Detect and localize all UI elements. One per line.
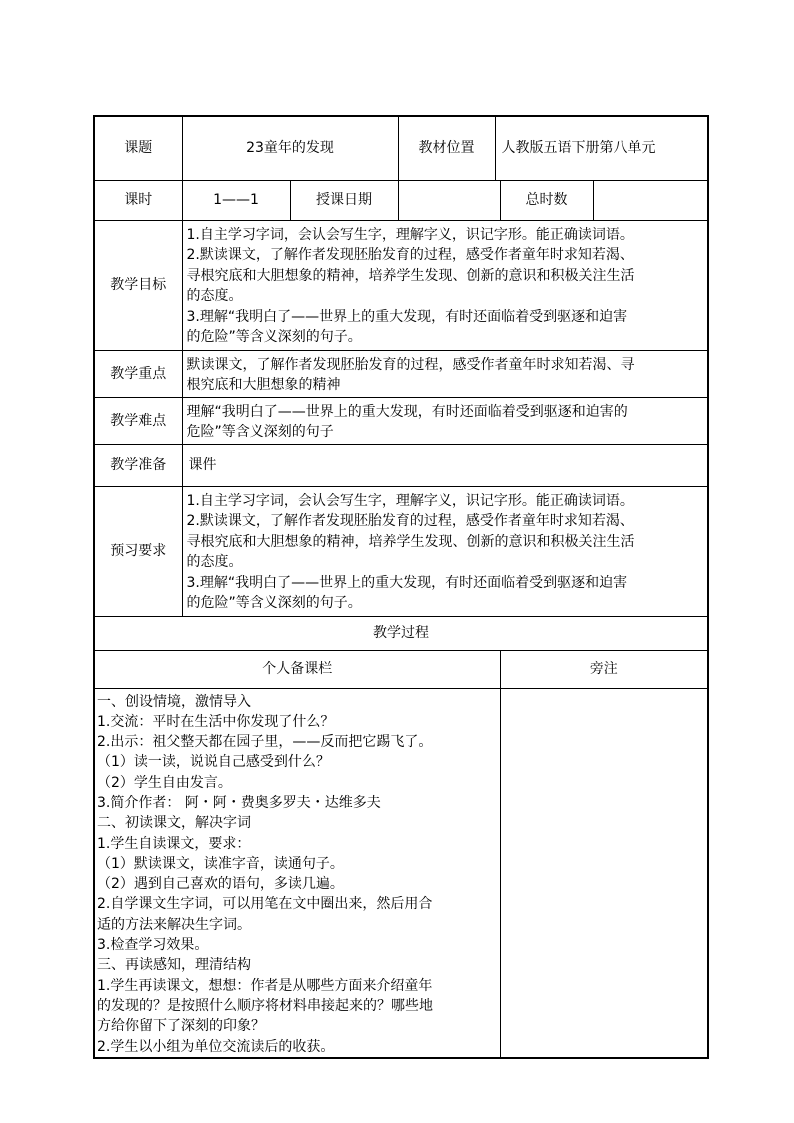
date-label: 授课日期 — [290, 180, 398, 220]
total-hours-label: 总时数 — [500, 180, 593, 220]
preview-line: 的态度。 — [186, 554, 243, 570]
process-line: 一、创设情境，激情导入 — [97, 693, 251, 710]
key-points-line: 默读课文，了解作者发现胚胎发育的过程，感受作者童年时求知若渴、寻 — [186, 356, 635, 373]
process-body-row — [94, 688, 708, 1058]
process-line: 2.学生以小组为单位交流读后的收获。 — [97, 1038, 335, 1055]
subject-label: 课题 — [94, 116, 182, 180]
date-value — [398, 180, 500, 220]
total-hours-value — [593, 180, 708, 220]
subject-value: 23童年的发现 — [182, 116, 398, 180]
goals-text — [182, 220, 708, 350]
process-line: 1.学生再读课文，想想：作者是从哪些方面来介绍童年 — [97, 977, 433, 994]
key-points-row — [94, 350, 708, 397]
difficulties-label: 教学难点 — [94, 397, 182, 444]
process-line: 3.简介作者： 阿・阿・费奥多罗夫・达维多夫 — [97, 794, 381, 811]
key-points-line: 根究底和大胆想象的精神 — [186, 376, 341, 393]
preparation-row — [94, 444, 708, 486]
header-row — [94, 116, 708, 180]
side-notes-content — [500, 688, 708, 1058]
process-line: 1.学生自读课文，要求： — [97, 835, 251, 852]
preview-line: 2.默读课文，了解作者发现胚胎发育的过程，感受作者童年时求知若渴、 — [186, 513, 634, 529]
personal-prep-header: 个人备课栏 — [94, 650, 500, 688]
preview-row — [94, 486, 708, 616]
preview-label: 预习要求 — [94, 486, 182, 616]
preparation-label: 教学准备 — [94, 444, 182, 486]
preview-line: 1.自主学习字词，会认会写生字，理解字义，识记字形。能正确读词语。 — [186, 492, 634, 509]
goals-line: 的态度。 — [186, 288, 243, 304]
goals-line: 2.默读课文，了解作者发现胚胎发育的过程，感受作者童年时求知若渴、 — [186, 247, 634, 263]
process-line: 适的方法来解决生字词。 — [97, 916, 251, 933]
process-line: （2）学生自由发言。 — [97, 774, 232, 791]
personal-prep-content — [94, 688, 500, 1058]
difficulties-row — [94, 397, 708, 444]
difficulties-line: 理解“我明白了——世界上的重大发现，有时还面临着受到驱逐和迫害的 — [186, 403, 628, 420]
period-value: 1——1 — [182, 180, 290, 220]
side-notes-header: 旁注 — [500, 650, 708, 688]
period-label: 课时 — [94, 180, 182, 220]
preview-line: 的危险”等含义深刻的句子。 — [186, 595, 362, 611]
process-line: 2.出示：祖父整天都在园子里，——反而把它踢飞了。 — [97, 734, 433, 751]
process-line: 3.检查学习效果。 — [97, 937, 209, 954]
lesson-plan-table — [93, 115, 709, 1059]
process-line: 的发现的？是按照什么顺序将材料串接起来的？哪些地 — [97, 997, 433, 1014]
goals-line: 1.自主学习字词，会认会写生字，理解字义，识记字形。能正确读词语。 — [186, 226, 634, 243]
material-label: 教材位置 — [398, 116, 495, 180]
goals-row — [94, 220, 708, 350]
process-line: 三、再读感知，理清结构 — [97, 957, 251, 974]
difficulties-line: 危险”等含义深刻的句子 — [186, 423, 334, 440]
goals-label: 教学目标 — [94, 220, 182, 350]
process-title: 教学过程 — [94, 616, 708, 650]
period-row — [94, 180, 708, 220]
preview-line: 寻根究底和大胆想象的精神，培养学生发现、创新的意识和积极关注生活 — [186, 533, 635, 550]
process-line: 1.交流：平时在生活中你发现了什么？ — [97, 713, 335, 730]
process-line: （2）遇到自己喜欢的语句，多读几遍。 — [97, 876, 344, 893]
difficulties-text — [182, 397, 708, 444]
preparation-value: 课件 — [182, 444, 708, 486]
process-title-row — [94, 616, 708, 650]
process-line: 2.自学课文生字词，可以用笔在文中圈出来，然后用合 — [97, 896, 433, 913]
process-header-row — [94, 650, 708, 688]
preview-line: 3.理解“我明白了——世界上的重大发现，有时还面临着受到驱逐和迫害 — [186, 574, 628, 591]
goals-line: 的危险”等含义深刻的句子。 — [186, 329, 362, 345]
process-line: （1）默读课文，读准字音，读通句子。 — [97, 855, 344, 872]
process-line: （1）读一读，说说自己感受到什么？ — [97, 754, 330, 771]
goals-line: 寻根究底和大胆想象的精神，培养学生发现、创新的意识和积极关注生活 — [186, 267, 635, 284]
process-line: 方给你留下了深刻的印象？ — [97, 1018, 265, 1035]
key-points-label: 教学重点 — [94, 350, 182, 397]
material-value: 人教版五语下册第八单元 — [495, 116, 708, 180]
process-line: 二、初读课文，解决字词 — [97, 815, 251, 832]
key-points-text — [182, 350, 708, 397]
preview-text — [182, 486, 708, 616]
goals-line: 3.理解“我明白了——世界上的重大发现，有时还面临着受到驱逐和迫害 — [186, 308, 628, 325]
